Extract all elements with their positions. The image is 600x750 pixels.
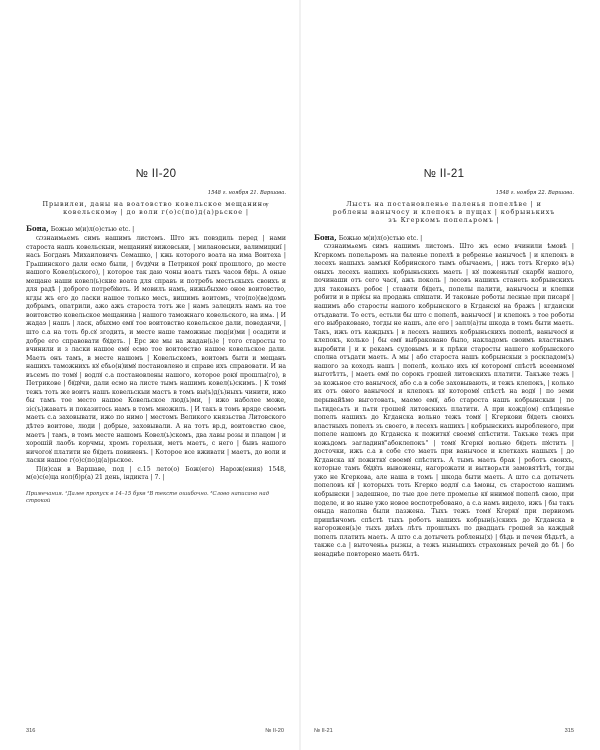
page-number: 316 <box>26 728 36 734</box>
body-line: Бона, Божью м(и)л(о)стью etc. | <box>26 224 135 234</box>
document-body <box>26 225 286 482</box>
page-number: 315 <box>564 728 574 734</box>
document-heading: Лысть на постановленье паленья попелѣве | и роблены ванычосу и клепокъ в пущах | кобрынькихъ зъ Кгеркомъ попелѧромъ | <box>332 200 556 225</box>
document-number: № II-20 <box>135 168 177 180</box>
salutation: Бона, <box>314 232 337 242</box>
body-paragraph: П(и)сан в Варшаве, под | с.15 лето(о) Бож(его) Нарож(ения) 1548, м(е)с(е)ца нол(б)р(а) 21 день, індикта | 7. | <box>26 465 286 482</box>
footnotes: Примечания. ¹Далее пропуск в 14–15 букв ²В тексте ошибочно. ³Слово написано над строкой <box>26 490 270 504</box>
document-date: 1548 г. ноября 21. Варшава. <box>207 190 286 196</box>
running-footer: № II-20 <box>265 728 284 734</box>
body-line: Бона, Божью м(и)л(о)стью etc. | <box>314 232 423 242</box>
right-page <box>300 0 600 750</box>
document-body <box>314 234 574 560</box>
running-footer: № II-21 <box>314 728 333 734</box>
document-number: № II-21 <box>423 168 465 180</box>
salutation: Бона, <box>26 224 49 234</box>
document-heading: Прывилеи, даны на воатовство ковельское мещанинѹ ковельскомѹ | до воли г(о)с(по)д(а)рьское | <box>42 200 270 217</box>
document-date: 1548 г. ноября 22. Варшава. <box>495 190 574 196</box>
book-gutter <box>299 0 301 750</box>
body-paragraph: Ѡзнаимѧемъ симъ нашимъ листомъ. Што жъ повэдиль перед | нами староста нашъ ковельскыи, мещанинꙋ вижовськи, | милановськи, валимицкиї | нась Богданъ Михаиловичъ Семашко, | кжь которого воата на има Воитеха | Грѧшинского дали есмо были, | бѵдꙋчи в Петрикоꙋ рокꙋ прошлого, до месте нашого Ковел(ьского), | которое так даю чоны воатъ тыхъ часов бꙋрь. А оные мещане наши ковел(ь)ские воата для справъ и потребъ местьскыхъ своихъ и для радѣ | доброго потребꙋють. И мовилъ намъ, нижьбыхмо оное воитовство, кгды жъ его до ласки нашое только месъ, вишимъ воитомъ, что(по)(ве)домъ добрымъ, опатрили, ажо ажъ староста тотъ же | намъ залецилъ намъ на тое воитовство ковельское мещанина | нашого таможнаго ковельского, на имѧ. | И жадаэ | нашъ | ласк, абыхмо емꙋ тое воитовство ковельское дали, поведанчи, | што с.а на тоть бр.сꙋ згодить, и месте наше таможныє люд(и)ми | осадити и добре его справовати бꙋдеть. | Ерс же мы на жадан(ь)е | того старосты то вчинили и з ласки нашое емꙋ есмо тое воитовство нашое ковельское дали. Маеть онъ тамъ, в месте нашомъ | Ковельскомъ, воитомъ быти и мещанъ нашихъ таможнихъ кꙋ єбьо(н)имꙋ постановлено и справе ихъ справовати. И на въсемъ по томꙋ | водлꙋ с.а постановлены нашого, которое рокꙋ прошлы(го), в Петрикове | бꙋдꙋчи, дали есмо на листе тымъ нашимъ ковел(ь)скимъ. | К томꙋ тежъ тоть же воитъ нашъ ковельскыи мастъ в томъ вы(ъ)д(ъ)ныхъ чинити, ижо бы тамъ тое место нашое Ковельское люд(ь)ми, | ижо наболее може, зіс(ъ)жаватъ и показитось намъ в томъ множилъ. | И такъ в томъ вряде своемъ маеть с.а заховывати, ижо по нимо | местомъ Великого князьства Литовского дѣтеэ воитове, люди | добрые, заховывали. А на тотъ вр.д, воитовство свое, маетъ | тамъ, в томъ месте нашомъ Ковел(ь)скомъ, два лавы розы и плацом | и хорошій лаобъ корчмы, хромъ горельки, метъ маетъ, с него | бывъ нашого ничогоꙋ платити не бꙋдеть повиненъ. | Которое все вживати | маетъ, до воли и ласки нашое г(о)с(по)д(а)рьское. <box>26 234 286 465</box>
body-paragraph: Ѡзнаимѧемъ симъ нашимъ листомъ. Што жъ есмо вчинили ѣмовѣ | Кгеркомъ попелѧромъ на паленье попелѣ в ребренье ванычосѣ | и клепокъ в лесехъ нашыхъ замъкꙋ Кобринского тымъ обычаемъ, | ижъ тотъ Кгерко в(ъ) оныхъ лесехъ нашихъ кобрыньскихъ маеть | кꙋ поженьтыꙋ скарбꙋ нашого, починаши отъ сего часꙋ, ажъ поколь | лесовъ нашихъ станеть кобрынскихъ для таковыхъ робоє | ставати бꙋдеть, попелы палити, ванычосы и клепки робити и в прꙋсы на продажь спꙋшати. И таковые роботы лесные при писарꙋ | нашимъ або старосты нашого кобрынского в Кгданскꙋ на бражъ | кгдаиски отъдавати. То естъ, естьли бы што с попелѣ, ванычосꙋ | и клепокъ з тое роботы его выбраковано, тогды не нашъ, але его | запл(а)ты шкода в томъ быти маеть. Такъ, ижъ отъ каждыхъ | в лесехъ нашихъ кобрыньскихъ попелѣ, ванычосꙋ и клепокъ, колько | бы емꙋ выбраковано было, накладомъ своимъ властнымъ выробити | и к рекамъ судовымъ и к прѣки старосты нашего кобрынского сполна отъдати маеть. А мы | або староста нашъ кобрынскыи з роскладом(ъ) нашого за коходъ нашъ | попелѣ, колько ихъ кꙋ которомꙋ спѣстѣ всеемномꙋ выготѣтть, | маеть емꙋ по сорокъ грошей литовскихъ платити. Такъже тежъ | за кожьное сто ванычосꙋ, або с.а в собе заховывають, и тежъ клепокъ, | колько их отъ оного ванычосꙋ и клепокъ кꙋ которомꙋ спѣстѣ на водꙋ | по земи перывайѣмо выготовать, маемо емꙋ, або староста нашъ кобрынскыи | по пѧтидесѧть и пѧти грошей литовскихъ платити. А при кожд(ом) спѣщенье попелъ нашихъ до Кгданска вольно тежъ томꙋ | Кгеркови бꙋдеть своихъ властныхъ попелъ зъ своего, в лесехъ нашихъ | кобрынскихъ выробленого, при попеле нашомъ до Кгданска к пожиткꙋ своемꙋ спѣстити. Такъже тежъ при кожьдомъ загладинꙋ"абоклепокъ" | томꙋ Кгеркꙋ вольно бꙋдеть пꙋстить | досточки, ижъ с.а в собе сто маеть при ванычосе и клеткахъ нашыхъ | до Кгданска кꙋ пожиткꙋ своемꙋ спѣстить. А тымъ маеть брак | роботъ своихъ, которые тамъ бꙋдꙋть вывожены, нагорожати и вытворѧти замовятѣтѣ, тогды ужо не Кгеркова, але наша в томъ | шкода быти маеть. А што с.а дотычеть попеловъ кꙋ | которыхъ тоть Кгерко водлꙋ с.а ѣмовы, съ старостою нашимъ кобрынски | задешное, по тые дое лете промелье кꙋ ннимоꙋ попелѣ свою, при поделе, и во ныне ужо новое воспотребовано, а с.а намъ видело, ижъ | бы такъ оныда наполна были пазжена. Тыхъ тежъ томꙋ Кгеркꙋ при первиомъ пришѣнчомъ спѣстѣ тыхъ роботъ нашихъ кобрын(ь)скихъ до Кгданска в нагорожен(ь)е тыхъ двѣхъ лѣтъ прошлыхъ по двадцать грошей за каждый попелъ платить маеть. А што с.а дотычеть роблены(х) | бѣдь и печен бѣдьтѣ, а также с.а | выточеньѧ рызкы, а тежъ ныньшихъ страховных речей до бѣ | бо ненаднѣе повторено маеть бѣтѣ. <box>314 243 574 558</box>
